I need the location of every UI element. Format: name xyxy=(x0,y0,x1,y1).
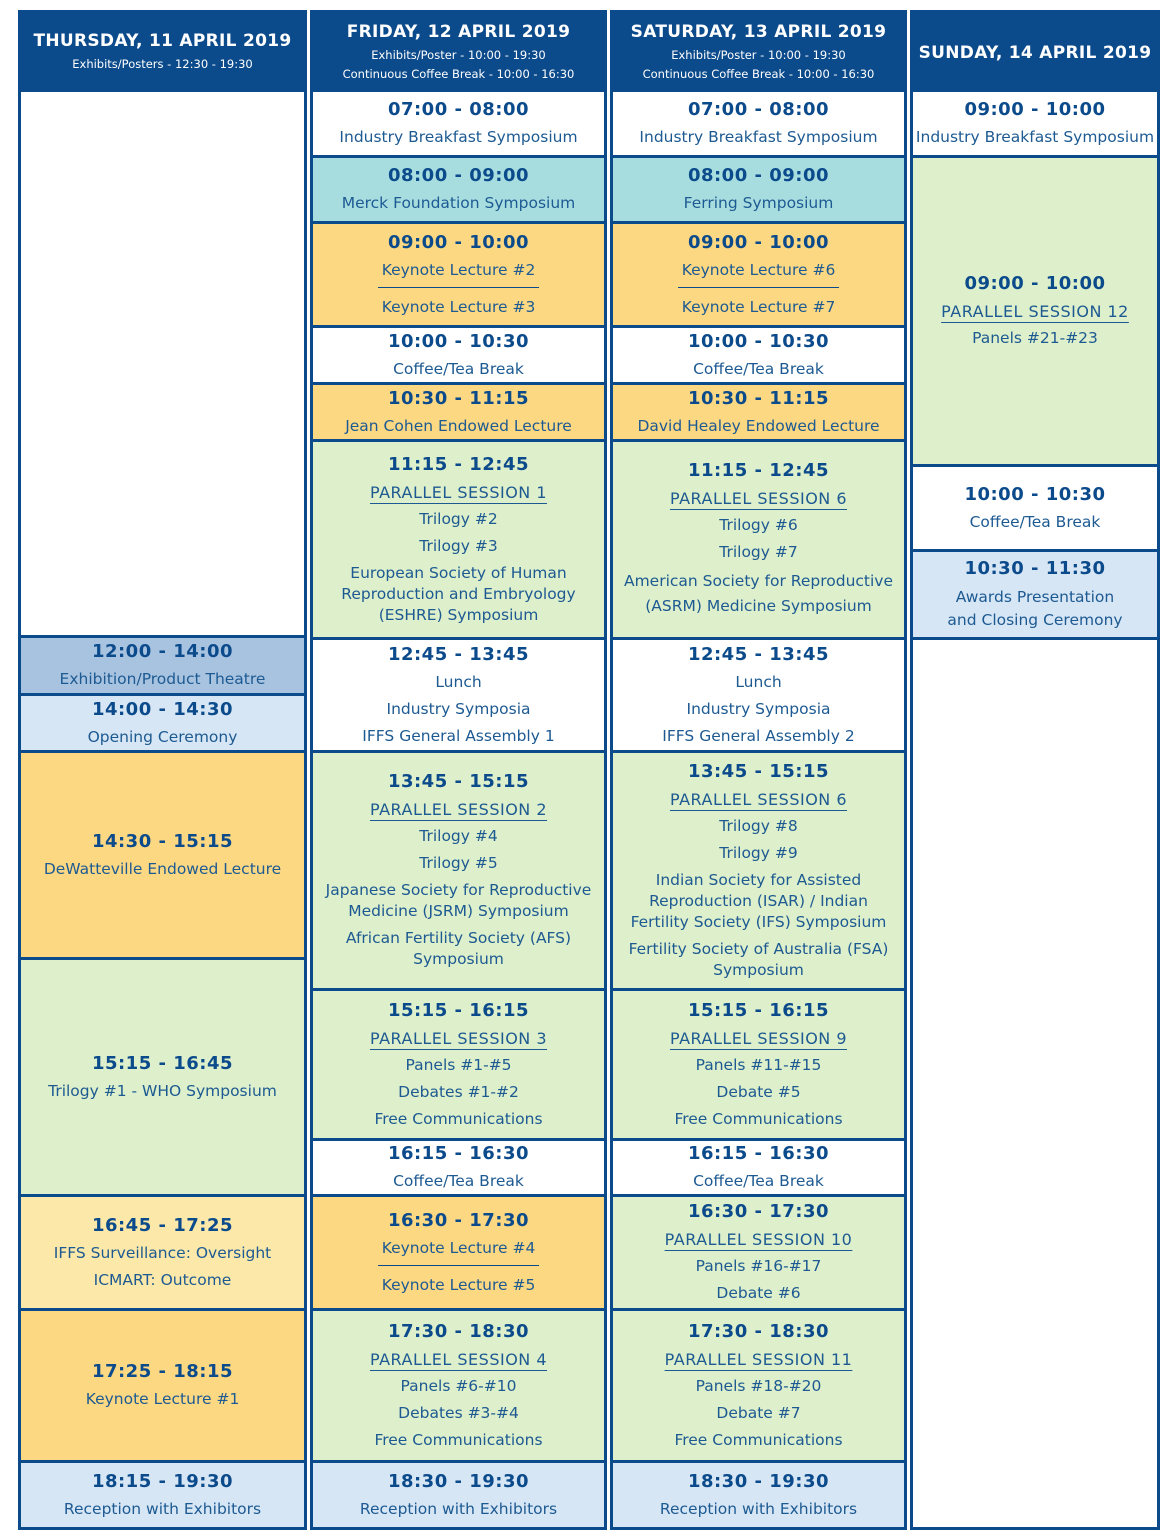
session-item: Debates #1-#2 xyxy=(398,1082,519,1101)
session-item: Free Communications xyxy=(674,1430,843,1449)
session-time: 14:30 - 15:15 xyxy=(91,830,234,852)
session-title: Coffee/Tea Break xyxy=(693,1172,824,1190)
session-title: Coffee/Tea Break xyxy=(693,359,824,378)
symposium-title: African Fertility Society (AFS) Symposium xyxy=(345,929,572,968)
coffee-break-hours: Continuous Coffee Break - 10:00 - 16:30 xyxy=(342,66,575,81)
session-time: 10:00 - 10:30 xyxy=(387,330,530,352)
session-title: Keynote Lecture #1 xyxy=(85,1390,240,1408)
header-subtitle xyxy=(343,46,575,84)
session-title: Jean Cohen Endowed Lecture xyxy=(345,416,572,435)
session-block xyxy=(313,1463,604,1527)
session-block xyxy=(613,1197,904,1311)
parallel-session-link[interactable]: PARALLEL SESSION 12 xyxy=(941,302,1129,321)
header-subtitle xyxy=(643,46,875,84)
symposium-title: Fertility Society of Australia (FSA) Symposium xyxy=(628,939,889,979)
session-time: 18:30 - 19:30 xyxy=(687,1470,830,1492)
session-block xyxy=(613,753,904,991)
session-time: 15:15 - 16:45 xyxy=(91,1052,234,1074)
session-time: 15:15 - 16:15 xyxy=(387,999,530,1021)
session-title: Merck Foundation Symposium xyxy=(341,194,576,212)
session-item: Lunch xyxy=(435,672,482,691)
session-item: Panels #16-#17 xyxy=(695,1257,822,1275)
session-time: 12:45 - 13:45 xyxy=(687,643,830,665)
session-block xyxy=(613,1141,904,1197)
session-item: Free Communications xyxy=(374,1109,543,1128)
session-block xyxy=(313,442,604,640)
session-block xyxy=(313,92,604,158)
parallel-session-link[interactable]: PARALLEL SESSION 6 xyxy=(669,789,848,809)
keynote-lecture: Keynote Lecture #5 xyxy=(381,1275,536,1294)
keynote-lecture: Keynote Lecture #4 xyxy=(378,1235,540,1266)
parallel-session-link[interactable]: PARALLEL SESSION 1 xyxy=(369,482,548,502)
session-block xyxy=(21,638,304,696)
session-title: Industry Breakfast Symposium xyxy=(339,128,578,146)
parallel-session-link[interactable]: PARALLEL SESSION 11 xyxy=(664,1349,853,1369)
parallel-session-link[interactable]: PARALLEL SESSION 3 xyxy=(369,1028,548,1048)
exhibits-hours: Exhibits/Poster - 10:00 - 19:30 xyxy=(371,47,546,62)
session-item: Panels #18-#20 xyxy=(695,1376,822,1395)
day-title: FRIDAY, 12 APRIL 2019 xyxy=(346,21,571,42)
session-time: 12:00 - 14:00 xyxy=(91,641,234,662)
session-time: 09:00 - 10:00 xyxy=(964,273,1106,294)
session-time: 16:15 - 16:30 xyxy=(387,1143,530,1164)
session-item: Trilogy #9 xyxy=(719,843,798,862)
session-block xyxy=(313,640,604,753)
session-block xyxy=(613,385,904,442)
session-item: Trilogy #6 xyxy=(719,516,798,534)
session-time: 11:15 - 12:45 xyxy=(687,460,830,481)
session-block xyxy=(21,92,304,638)
symposium-title: European Society of Human Reproduction and Embryology (ESHRE) Symposium xyxy=(341,563,576,624)
session-time: 10:30 - 11:15 xyxy=(387,387,530,409)
session-block xyxy=(21,1197,304,1311)
session-time: 18:15 - 19:30 xyxy=(91,1470,234,1492)
session-block xyxy=(913,467,1157,552)
symposium-title: Japanese Society for Reproductive Medicine (JSRM) Symposium xyxy=(325,881,592,920)
sunday-header xyxy=(913,13,1157,92)
session-time: 08:00 - 09:00 xyxy=(387,165,530,186)
session-block xyxy=(613,158,904,224)
saturday-column xyxy=(610,10,907,1530)
session-title: Industry Breakfast Symposium xyxy=(915,128,1155,146)
session-block xyxy=(21,1463,304,1527)
session-item: Trilogy #2 xyxy=(419,509,498,528)
session-title: Awards Presentation and Closing Ceremony xyxy=(947,587,1123,629)
session-time: 07:00 - 08:00 xyxy=(387,99,530,120)
session-item: IFFS General Assembly 1 xyxy=(362,726,555,745)
session-title: Trilogy #1 - WHO Symposium xyxy=(48,1081,277,1100)
session-item: Trilogy #7 xyxy=(719,543,798,561)
parallel-session-link[interactable]: PARALLEL SESSION 2 xyxy=(369,800,548,819)
session-title: DeWatteville Endowed Lecture xyxy=(43,859,282,878)
session-title: Reception with Exhibitors xyxy=(659,1499,858,1518)
session-title: Opening Ceremony xyxy=(87,727,238,746)
session-time: 17:25 - 18:15 xyxy=(91,1361,234,1382)
session-time: 16:45 - 17:25 xyxy=(91,1214,234,1236)
session-block xyxy=(913,552,1157,640)
session-block xyxy=(313,1197,604,1311)
session-block xyxy=(613,442,904,640)
session-time: 16:15 - 16:30 xyxy=(687,1143,830,1164)
session-block xyxy=(21,1311,304,1463)
session-title: Industry Breakfast Symposium xyxy=(639,128,878,146)
session-block xyxy=(21,696,304,753)
session-title: ICMART: Outcome xyxy=(93,1270,232,1289)
session-time: 10:30 - 11:15 xyxy=(687,387,830,409)
session-block xyxy=(613,92,904,158)
session-item: Panels #11-#15 xyxy=(695,1055,822,1074)
session-time: 10:00 - 10:30 xyxy=(964,483,1106,505)
session-item: Trilogy #4 xyxy=(419,827,498,845)
session-block xyxy=(313,224,604,328)
session-block xyxy=(613,640,904,753)
header-subtitle: Exhibits/Posters - 12:30 - 19:30 xyxy=(72,57,253,71)
session-item: Debate #5 xyxy=(716,1082,801,1101)
session-block xyxy=(313,328,604,385)
session-item: Trilogy #8 xyxy=(719,816,798,835)
keynote-lecture: Keynote Lecture #7 xyxy=(681,297,836,316)
friday-header xyxy=(313,13,604,92)
session-block xyxy=(313,385,604,442)
session-item: Free Communications xyxy=(374,1430,543,1449)
session-time: 11:15 - 12:45 xyxy=(387,453,530,475)
thursday-header xyxy=(21,13,304,92)
session-title: Ferring Symposium xyxy=(683,194,834,212)
session-item: Industry Symposia xyxy=(686,699,831,718)
keynote-lecture: Keynote Lecture #3 xyxy=(381,297,536,316)
session-item: Debates #3-#4 xyxy=(398,1403,519,1422)
session-block xyxy=(313,991,604,1141)
session-time: 16:30 - 17:30 xyxy=(687,1201,830,1222)
keynote-lecture: Keynote Lecture #2 xyxy=(378,257,540,288)
parallel-session-link[interactable]: PARALLEL SESSION 6 xyxy=(669,489,848,508)
session-item: Debate #7 xyxy=(716,1403,801,1422)
session-title: Coffee/Tea Break xyxy=(969,512,1101,531)
sunday-column xyxy=(910,10,1160,1530)
symposium-title: Indian Society for Assisted Reproduction (ISAR) / Indian Fertility Society (IFS) Symposium xyxy=(630,870,887,931)
session-time: 08:00 - 09:00 xyxy=(687,165,830,186)
session-block xyxy=(913,158,1157,467)
session-time: 13:45 - 15:15 xyxy=(687,760,830,782)
session-item: Industry Symposia xyxy=(386,699,531,718)
session-time: 10:30 - 11:30 xyxy=(964,557,1106,579)
session-time: 15:15 - 16:15 xyxy=(687,999,830,1021)
friday-column xyxy=(310,10,607,1530)
symposium-title: American Society for Reproductive (ASRM) Medicine Symposium xyxy=(623,572,894,615)
session-block xyxy=(613,991,904,1141)
session-title: Reception with Exhibitors xyxy=(359,1499,558,1518)
session-time: 14:00 - 14:30 xyxy=(91,698,234,720)
session-time: 12:45 - 13:45 xyxy=(387,643,530,665)
parallel-session-link[interactable]: PARALLEL SESSION 4 xyxy=(369,1349,548,1369)
session-block xyxy=(913,640,1157,1527)
session-time: 18:30 - 19:30 xyxy=(387,1470,530,1492)
session-title: Coffee/Tea Break xyxy=(393,1172,524,1190)
day-title: SATURDAY, 13 APRIL 2019 xyxy=(630,21,887,42)
session-item: IFFS General Assembly 2 xyxy=(662,726,855,745)
session-item: Debate #6 xyxy=(716,1284,801,1302)
session-block xyxy=(21,753,304,960)
session-item: Free Communications xyxy=(674,1109,843,1128)
session-time: 17:30 - 18:30 xyxy=(687,1320,830,1342)
session-block xyxy=(313,1141,604,1197)
session-time: 17:30 - 18:30 xyxy=(387,1320,530,1342)
session-title: Exhibition/Product Theatre xyxy=(59,670,266,688)
session-item: Trilogy #3 xyxy=(419,536,498,555)
session-item: Panels #21-#23 xyxy=(972,329,1098,347)
saturday-header xyxy=(613,13,904,92)
session-item: Panels #1-#5 xyxy=(405,1055,512,1074)
session-block xyxy=(913,92,1157,158)
day-title: THURSDAY, 11 APRIL 2019 xyxy=(33,31,292,51)
session-time: 16:30 - 17:30 xyxy=(387,1209,530,1231)
session-block xyxy=(613,328,904,385)
session-time: 09:00 - 10:00 xyxy=(387,231,530,253)
coffee-break-hours: Continuous Coffee Break - 10:00 - 16:30 xyxy=(642,66,875,81)
exhibits-hours: Exhibits/Poster - 10:00 - 19:30 xyxy=(671,47,846,62)
session-title: Reception with Exhibitors xyxy=(63,1499,262,1518)
parallel-session-link[interactable]: PARALLEL SESSION 9 xyxy=(669,1028,848,1048)
session-block xyxy=(613,224,904,328)
session-item: Trilogy #5 xyxy=(419,854,498,872)
session-time: 09:00 - 10:00 xyxy=(687,231,830,253)
day-title: SUNDAY, 14 APRIL 2019 xyxy=(918,42,1152,63)
parallel-session-link[interactable]: PARALLEL SESSION 10 xyxy=(664,1230,853,1249)
thursday-column xyxy=(18,10,307,1530)
session-title: Coffee/Tea Break xyxy=(393,359,524,378)
session-block xyxy=(613,1311,904,1463)
session-title: David Healey Endowed Lecture xyxy=(637,416,880,435)
session-item: Lunch xyxy=(735,672,782,691)
session-block xyxy=(313,158,604,224)
session-block xyxy=(613,1463,904,1527)
session-time: 10:00 - 10:30 xyxy=(687,330,830,352)
session-time: 13:45 - 15:15 xyxy=(387,771,530,792)
session-item: Panels #6-#10 xyxy=(400,1376,517,1395)
session-time: 09:00 - 10:00 xyxy=(964,99,1106,120)
session-block xyxy=(313,1311,604,1463)
session-title: IFFS Surveillance: Oversight xyxy=(53,1243,272,1262)
keynote-lecture: Keynote Lecture #6 xyxy=(678,257,840,288)
session-block xyxy=(21,960,304,1197)
session-block xyxy=(313,753,604,991)
session-time: 07:00 - 08:00 xyxy=(687,99,830,120)
